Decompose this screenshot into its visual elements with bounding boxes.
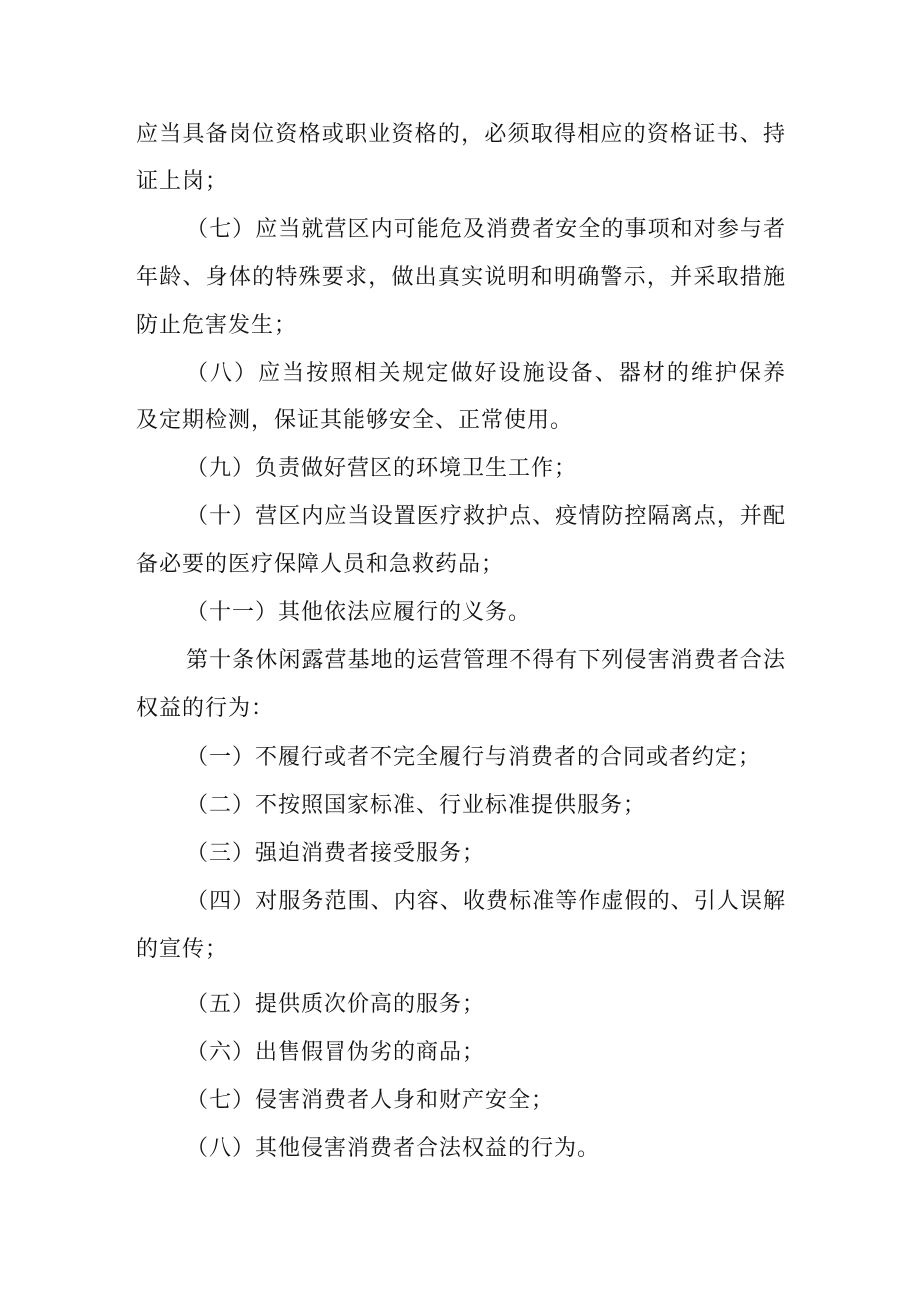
text-line: 的宣传； xyxy=(136,937,229,962)
text-line: （十一）其他依法应履行的义务。 xyxy=(186,600,532,625)
text-line: 防止危害发生； xyxy=(136,313,298,338)
text-line: 应当具备岗位资格或职业资格的，必须取得相应的资格证书、持 xyxy=(136,122,786,147)
text-line: （五）提供质次价高的服务； xyxy=(186,992,486,1017)
text-line: （一）不履行或者不完全履行与消费者的合同或者约定； xyxy=(186,745,762,770)
text-line: （七）应当就营区内可能危及消费者安全的事项和对参与者 xyxy=(186,217,786,242)
text-line: （九）负责做好营区的环境卫生工作； xyxy=(186,456,578,481)
text-line: （三）强迫消费者接受服务； xyxy=(186,841,486,866)
text-line: （七）侵害消费者人身和财产安全； xyxy=(186,1088,555,1113)
text-line: （二）不按照国家标准、行业标准提供服务； xyxy=(186,793,647,818)
text-line: （六）出售假冒伪劣的商品； xyxy=(186,1040,486,1065)
text-line: 及定期检测，保证其能够安全、正常使用。 xyxy=(136,408,574,433)
text-line: 权益的行为： xyxy=(136,696,275,721)
text-line: 第十条休闲露营基地的运营管理不得有下列侵害消费者合法 xyxy=(186,648,786,673)
text-line: 年龄、身体的特殊要求，做出真实说明和明确警示，并采取措施 xyxy=(136,265,786,290)
text-line: 证上岗； xyxy=(136,169,229,194)
text-line: （十）营区内应当设置医疗救护点、疫情防控隔离点，并配 xyxy=(186,504,786,529)
text-line: （四）对服务范围、内容、收费标准等作虚假的、引人误解 xyxy=(186,889,786,914)
text-line: （八）其他侵害消费者合法权益的行为。 xyxy=(186,1136,601,1161)
text-line: 备必要的医疗保障人员和急救药品； xyxy=(136,552,505,577)
text-line: （八）应当按照相关规定做好设施设备、器材的维护保养 xyxy=(186,361,786,386)
